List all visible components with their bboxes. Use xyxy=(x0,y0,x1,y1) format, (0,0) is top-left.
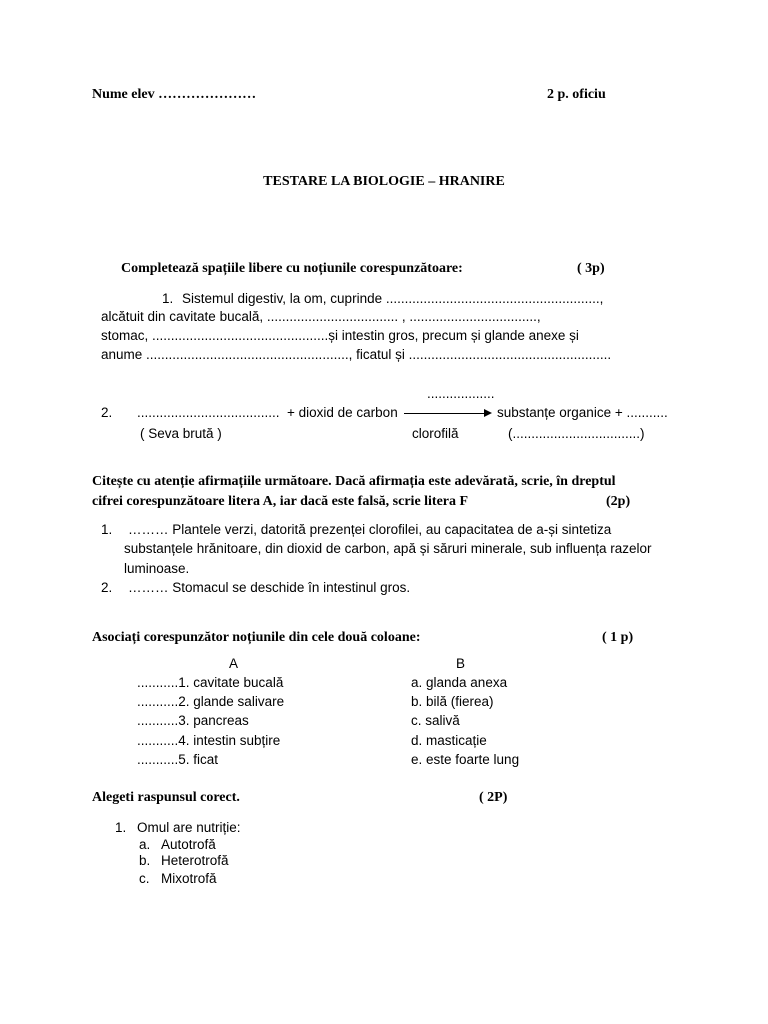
s1-item2-plus-co2: + dioxid de carbon xyxy=(287,405,398,420)
col-a-item-3: ...........3. pancreas xyxy=(137,713,249,728)
col-a-item-5: ...........5. ficat xyxy=(137,752,219,767)
page-title: TESTARE LA BIOLOGIE – HRANIRE xyxy=(263,174,505,189)
s1-item2-blank1: ...................................... xyxy=(137,405,280,420)
s4-option-c: Mixotrofă xyxy=(161,871,217,886)
s1-item2-number: 2. xyxy=(101,405,113,420)
s4-question: Omul are nutriție: xyxy=(137,820,241,835)
col-b-item-a: a. glanda anexa xyxy=(411,675,508,690)
s4-option-b: Heterotrofă xyxy=(161,853,229,868)
section3-instruction: Asociați corespunzător noțiunile din cele două coloane: xyxy=(92,630,421,645)
s1-item2-chlorophyll: clorofilă xyxy=(412,426,459,441)
s4-option-c-letter: c. xyxy=(139,871,150,886)
col-a-item-2: ...........2. glande salivare xyxy=(137,694,285,709)
section4-instruction: Alegeti raspunsul corect. xyxy=(92,790,240,805)
s2-item1-line1: ……… Plantele verzi, datorită prezenței clorofilei, au capacitatea de a-și sintetiza xyxy=(128,522,612,537)
s1-item1-number: 1. xyxy=(162,291,174,306)
section2-points: (2p) xyxy=(606,494,631,509)
column-a-header: A xyxy=(229,656,239,671)
s4-option-a-letter: a. xyxy=(139,837,151,852)
reaction-arrow-head xyxy=(484,409,492,417)
section2-instruction-line1: Citește cu atenție afirmațiile următoare. Dacă afirmația este adevărată, scrie, în dreptul xyxy=(92,474,616,489)
col-b-item-e: e. este foarte lung xyxy=(411,752,520,767)
s2-item1-line2: substanțele hrănitoare, din dioxid de carbon, apă și săruri minerale, sub influența razelor xyxy=(124,541,652,556)
s1-item2-above-arrow: .................. xyxy=(427,386,495,401)
s2-item2-number: 2. xyxy=(101,580,113,595)
s1-item2-seva: ( Seva brută ) xyxy=(140,426,222,441)
reaction-arrow-line xyxy=(404,413,486,414)
section4-points: ( 2P) xyxy=(479,790,508,805)
student-name-label: Nume elev ………………… xyxy=(92,87,257,102)
col-b-item-d: d. masticație xyxy=(411,733,487,748)
s1-item1-line3: stomac, ...............................................și intestin gros, precum și glande anexe și xyxy=(101,328,579,343)
section1-points: ( 3p) xyxy=(577,261,605,276)
official-points: 2 p. oficiu xyxy=(547,87,606,102)
s1-item1-line4: anume ......................................................, ficatul și ...................................................... xyxy=(101,347,612,362)
column-b-header: B xyxy=(456,656,466,671)
section3-points: ( 1 p) xyxy=(602,630,634,645)
s2-item1-number: 1. xyxy=(101,522,113,537)
col-b-item-b: b. bilă (fierea) xyxy=(411,694,494,709)
s1-item1-line2: alcătuit din cavitate bucală, ................................... , .................................., xyxy=(101,309,541,324)
s4-option-b-letter: b. xyxy=(139,853,151,868)
s1-item1-line1: Sistemul digestiv, la om, cuprinde ........................................................., xyxy=(182,291,604,306)
s4-question-number: 1. xyxy=(115,820,127,835)
col-a-item-4: ...........4. intestin subțire xyxy=(137,733,281,748)
s1-item2-products: substanțe organice + ........... xyxy=(497,405,668,420)
s1-item2-paren-blank: (..................................) xyxy=(508,426,645,441)
col-b-item-c: c. salivă xyxy=(411,713,460,728)
s2-item2-line1: ……… Stomacul se deschide în intestinul gros. xyxy=(128,580,411,595)
s4-option-a: Autotrofă xyxy=(161,837,216,852)
section2-instruction-line2: cifrei corespunzătoare litera A, iar dacă este falsă, scrie litera F xyxy=(92,494,469,509)
col-a-item-1: ...........1. cavitate bucală xyxy=(137,675,284,690)
section1-instruction: Completează spațiile libere cu noțiunile corespunzătoare: xyxy=(121,261,463,276)
s2-item1-line3: luminoase. xyxy=(124,561,190,576)
